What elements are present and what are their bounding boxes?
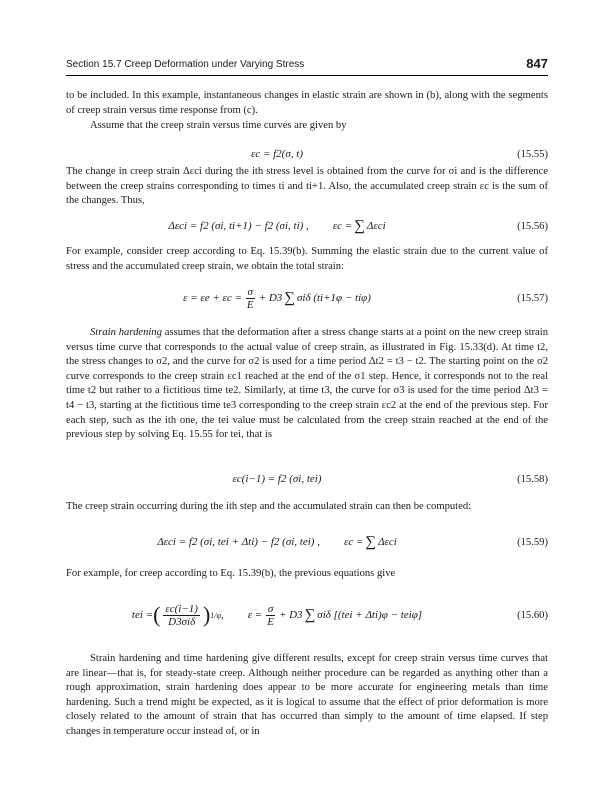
fraction-sigma-over-e bbox=[245, 286, 256, 311]
eq-15-59-part-a: Δεci = f2 (σi, tei + Δti) − f2 (σi, tei) , bbox=[157, 536, 320, 548]
summation-symbol: ∑ bbox=[284, 289, 295, 306]
eq-15-56-number: (15.56) bbox=[517, 220, 548, 232]
eq-15-58-number: (15.58) bbox=[517, 473, 548, 485]
eq-15-60-part-e: σiδ [(tei + Δti)φ − teiφ] bbox=[317, 609, 423, 621]
fraction-numerator: σ bbox=[267, 602, 274, 615]
fraction-denominator: E bbox=[246, 298, 254, 311]
strain-hardening-text: assumes that the deformation after a stress change starts at a point on the new creep strain versus time curve that corresponds to the actual value of creep strain, as illustrated in Fig. 15.33(d). At time t2, the stress changes to σ2, and the curve for σ2 is used for a time period Δt2 = t3 − t2. The starting point on the σ2 curve corresponds to the creep strain εc1 reached at the end of the σ1 step. Hence, it corresponds not to the real time t2 but rather to a fictitious time te2. Similarly, at time t3, the curve for σ3 is used for the time period Δt3 = t4 − t3, starting at the fictitious time te3 corresponding to the creep strain εc2 at the end of the previous step. For each step, such as the ith one, the tei value must be calculated from the creep strain reached at the end of the previous step by solving Eq. 15.55 for tei, that is bbox=[66, 327, 548, 441]
equation-15-57 bbox=[66, 281, 548, 315]
fraction-numerator: σ bbox=[247, 285, 253, 298]
equation-15-56 bbox=[66, 209, 548, 243]
eq-15-58-body: εc(i−1) = f2 (σi, tei) bbox=[232, 473, 322, 485]
eq-15-57-number: (15.57) bbox=[517, 292, 548, 304]
page-header bbox=[66, 55, 548, 76]
section-title: Section 15.7 Creep Deformation under Varying Stress bbox=[66, 59, 305, 70]
paragraph-example: For example, consider creep according to Eq. 15.39(b). Summing the elastic strain due to the current value of stress and the accumulated creep strain, we obtain the total strain: bbox=[66, 246, 548, 272]
page-number: 847 bbox=[526, 56, 548, 71]
eq-15-59-number: (15.59) bbox=[517, 536, 548, 548]
paragraph-comparison: Strain hardening and time hardening give different results, except for creep strain versus time curves that are linear—that is, for steady-state creep. Although neither procedure can be regarded as anything other than a rough approximation, strain hardening does appear to be more accurate for engineering metals than time hardening. Such a trend might be expected, as it is logical to assume that the effect of prior deformation is more closely related to the amount of strain that has occurred than simply to the amount of time elapsed. If step changes in temperature occur instead of, or in bbox=[66, 653, 548, 737]
eq-15-55-number: (15.55) bbox=[517, 148, 548, 160]
fraction-denominator: E bbox=[267, 615, 274, 628]
fraction-sigma-over-e bbox=[265, 603, 276, 628]
eq-15-60-comma: , bbox=[220, 609, 224, 621]
equation-15-59 bbox=[66, 525, 548, 559]
exponent: 1/φ bbox=[210, 610, 221, 620]
eq-15-57-part-b: + D3 bbox=[258, 292, 283, 304]
equation-15-58 bbox=[66, 462, 548, 496]
paragraph-creep-step: The creep strain occurring during the ith step and the accumulated strain can then be computed: bbox=[66, 501, 472, 512]
eq-15-56-part-a: Δεci = f2 (σi, ti+1) − f2 (σi, ti) , bbox=[168, 220, 309, 232]
eq-15-59-part-b: εc = bbox=[343, 536, 364, 548]
summation-symbol: ∑ bbox=[354, 217, 365, 234]
eq-15-56-part-c: Δεci bbox=[366, 220, 386, 232]
right-paren: ) bbox=[202, 602, 211, 627]
eq-15-59-part-c: Δεci bbox=[378, 536, 397, 548]
eq-15-60-number: (15.60) bbox=[517, 609, 548, 621]
equation-15-60 bbox=[66, 594, 548, 636]
term-strain-hardening: Strain hardening bbox=[90, 327, 162, 338]
paragraph-assume: Assume that the creep strain versus time curves are given by bbox=[90, 120, 347, 131]
paragraph-strain-hardening bbox=[66, 326, 548, 443]
eq-15-56-part-b: εc = bbox=[332, 220, 353, 232]
summation-symbol: ∑ bbox=[304, 606, 316, 623]
fraction-denominator: D3σiδ bbox=[168, 615, 196, 628]
eq-15-57-part-c: σiδ (ti+1φ − tiφ) bbox=[296, 292, 371, 304]
fraction-numerator: εc(i−1) bbox=[165, 602, 198, 615]
summation-symbol: ∑ bbox=[365, 533, 377, 550]
eq-15-60-part-a: tei = bbox=[131, 609, 154, 621]
paragraph-intro: to be included. In this example, instantaneous changes in elastic strain are shown in (b), along with the segments of creep strain versus time response from (c). bbox=[66, 90, 548, 116]
paragraph-change: The change in creep strain Δεci during the ith stress level is obtained from the curve for σi and is the difference between the creep strains corresponding to times ti and ti+1. Also, the accumulated creep strain εc is the sum of the changes. Thus, bbox=[66, 166, 548, 207]
paragraph-previous-equations: For example, for creep according to Eq. 15.39(b), the previous equations give bbox=[66, 568, 396, 579]
fraction-strain-over-stress bbox=[163, 603, 200, 628]
eq-15-60-part-c: ε = bbox=[247, 609, 263, 621]
left-paren: ( bbox=[153, 602, 161, 627]
eq-15-55-body: εc = f2(σ, t) bbox=[250, 148, 303, 160]
eq-15-60-part-d: + D3 bbox=[278, 609, 303, 621]
eq-15-57-part-a: ε = εe + εc = bbox=[183, 292, 242, 304]
